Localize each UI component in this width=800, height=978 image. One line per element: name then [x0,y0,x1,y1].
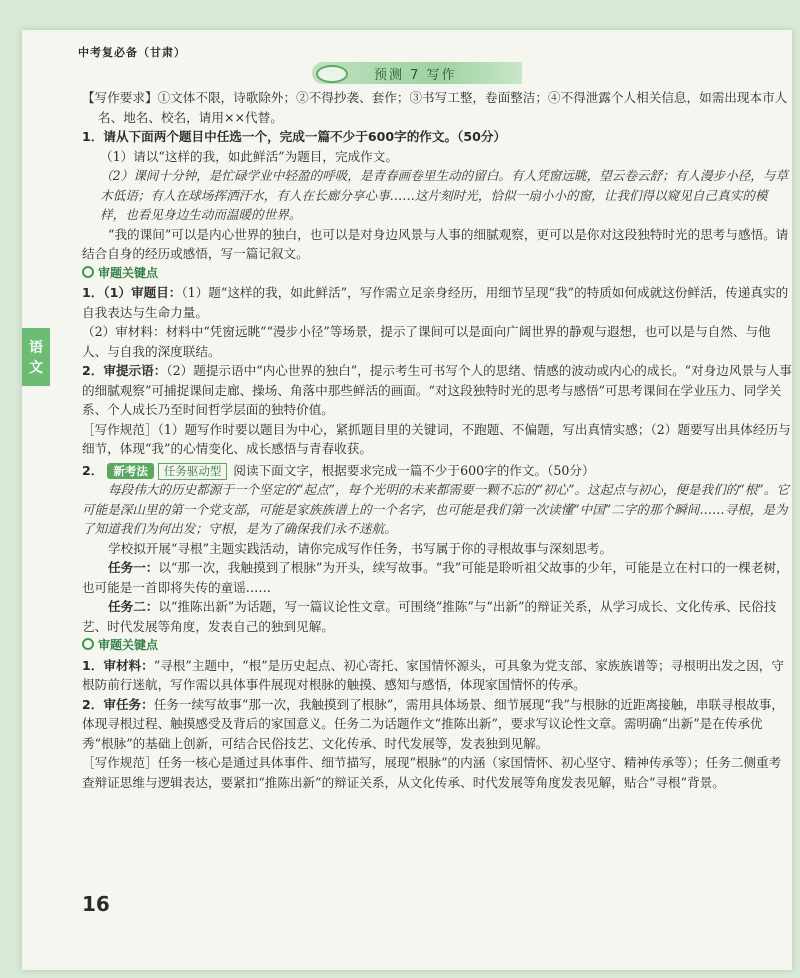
keypoint-label: 审题关键点 [98,638,159,652]
task-type-badge: 任务驱动型 [158,463,228,480]
keypoint-icon [82,266,94,278]
question-2-intro: 学校拟开展“寻根”主题实践活动，请你完成写作任务，书写属于你的寻根故事与深刻思考。 [108,540,613,556]
question-2-task-1 [82,558,792,597]
task-text: 以“那一次，我触摸到了根脉”为开头，续写故事。“我”可能是聆听祖父故事的少年，可能是立在村口的一棵老树，也可能是一首即将失传的童谣…… [82,560,789,595]
q1-writing-norm: ［写作规范］（1）题写作时要以题目为中心，紧抓题目里的关键词，不跑题、不偏题，写出真情实感；（2）题要写出具体经历与细节，体现“我”的心情变化、成长感悟与青春收获。 [82,421,791,456]
question-1-option-1: （1）请以“这样的我，如此鲜活”为题目，完成作文。 [100,148,398,164]
question-2-stem-line [82,461,792,481]
kp-label: 2．审提示语： [82,363,167,378]
writing-requirements: 【写作要求】①文体不限，诗歌除外；②不得抄袭、套作；③书写工整，卷面整洁；④不得泄露个人相关信息，如需出现本市人名、地名、校名，请用××代替。 [82,90,788,125]
q1-keypoint-1 [82,283,792,322]
kp-label: 1．（1）审题目： [82,285,182,300]
q2-keypoint-2 [82,695,792,754]
q1-keypoint-2 [82,361,792,420]
question-2-task-2 [82,597,792,636]
task-label: 任务一： [108,560,159,575]
kp-text: 任务一续写故事“那一次，我触摸到了根脉”，需用具体场景、细节展现“我”与根脉的近距离接触，串联寻根故事，体现寻根过程、触摸感受及背后的家国意义。任务二为话题作文“推陈出新”，要求写议论性文章。需明确“出新”是在传承优秀“根脉”的基础上创新，可结合民俗技艺、文化传承、时代发展等，发表独到见解。 [82,696,784,751]
question-1-option-2-material: （2）课间十分钟，是忙碌学业中轻盈的呼吸，是青春画卷里生动的留白。有人凭窗远眺，望云卷云舒；有人漫步小径，与草木低语；有人在球场挥洒汗水，有人在长廊分享心事……这片刻时光，恰似一扇小小的窗，让我们得以窥见自己真实的模样，也看见身边生动而温暖的世界。 [100,168,789,222]
keypoint-icon [82,638,94,650]
side-tab-char: 语 [29,340,43,356]
page-sheet [22,30,792,970]
kp-text: （2）题提示语中“内心世界的独白”，提示考生可书写个人的思绪、情感的波动或内心的成长。“对身边风景与人事的细腻观察”可捕捉课间走廊、操场、角落中那些鲜活的画面。“对这段独特时光的思考与感悟”可思考课间在学业压力、同学关系、个人成长乃至时间哲学层面的独特价值。 [82,363,792,417]
question-2-material: 每段伟大的历史都源于一个坚定的“起点”，每个光明的未来都需要一颗不忘的“初心”。这起点与初心，便是我们的“根”。它可能是深山里的第一个党支部，可能是家族族谱上的一个名字，也可能是我们第一次读懂“中国”二字的那个瞬间……寻根，是为了知道我们为何出发；守根，是为了确保我们永不迷航。 [82,482,789,536]
kp-text: “寻根”主题中，“根”是历史起点、初心寄托、家国情怀源头，可具象为党支部、家族族谱等；寻根明出发之因，守根防前行迷航，写作需以具体事件展现对根脉的触摸、感知与感悟，体现家国情怀的传承。 [82,657,784,692]
subject-side-tab [22,328,50,386]
side-tab-char: 文 [29,360,43,376]
q2-writing-norm: ［写作规范］任务一核心是通过具体事件、细节描写，展现“根脉”的内涵（家国情怀、初心坚守、精神传承等）；任务二侧重考查辩证思维与逻辑表达，要紧扣“推陈出新”的辩证关系，从文化传承、时代发展等角度发表见解，贴合“寻根”背景。 [82,755,782,790]
task-text: 以“推陈出新”为话题，写一篇议论性文章。可围绕“推陈”与“出新”的辩证关系，从学习成长、文化传承、民俗技艺、时代发展等角度，发表自己的独到见解。 [82,599,777,634]
keypoint-label: 审题关键点 [98,265,159,280]
kp-label: 2．审任务： [82,696,154,712]
page-number: 16 [82,892,110,916]
kp-text: （1）题“这样的我，如此鲜活”，写作需立足亲身经历，用细节呈现“我”的特质如何成就这份鲜活，传递真实的自我表达与生命力量。 [82,285,789,320]
book-title: 中考复必备（甘肃） [78,46,186,59]
question-1-option-2-prompt: “我的课间”可以是内心世界的独白，也可以是对身边风景与人事的细腻观察，更可以是你对这段独特时光的思考与感悟。请结合自身的经历或感悟，写一篇记叙文。 [82,226,789,261]
q2-keypoint-1 [82,656,792,695]
main-content [82,88,792,792]
new-method-badge: 新考法 [107,463,154,479]
keypoint-heading [82,636,792,656]
question-2-stem: 阅读下面文字，根据要求完成一篇不少于600字的作文。（50分） [233,462,595,478]
question-1-stem: 1．请从下面两个题目中任选一个，完成一篇不少于600字的作文。（50分） [82,129,507,144]
kp-label: 1．审材料： [82,657,154,673]
q1-keypoint-1b: （2）审材料：材料中“凭窗远眺”“漫步小径”等场景，提示了课间可以是面向广阔世界的静观与遐想，也可以是与自然、与他人、与自我的深度联结。 [82,324,771,359]
section-title: 预测 7 写作 [374,68,457,83]
question-number: 2． [82,462,104,478]
leaf-icon [316,65,348,83]
section-banner [312,62,522,84]
task-label: 任务二： [108,599,159,614]
keypoint-heading [82,264,792,284]
